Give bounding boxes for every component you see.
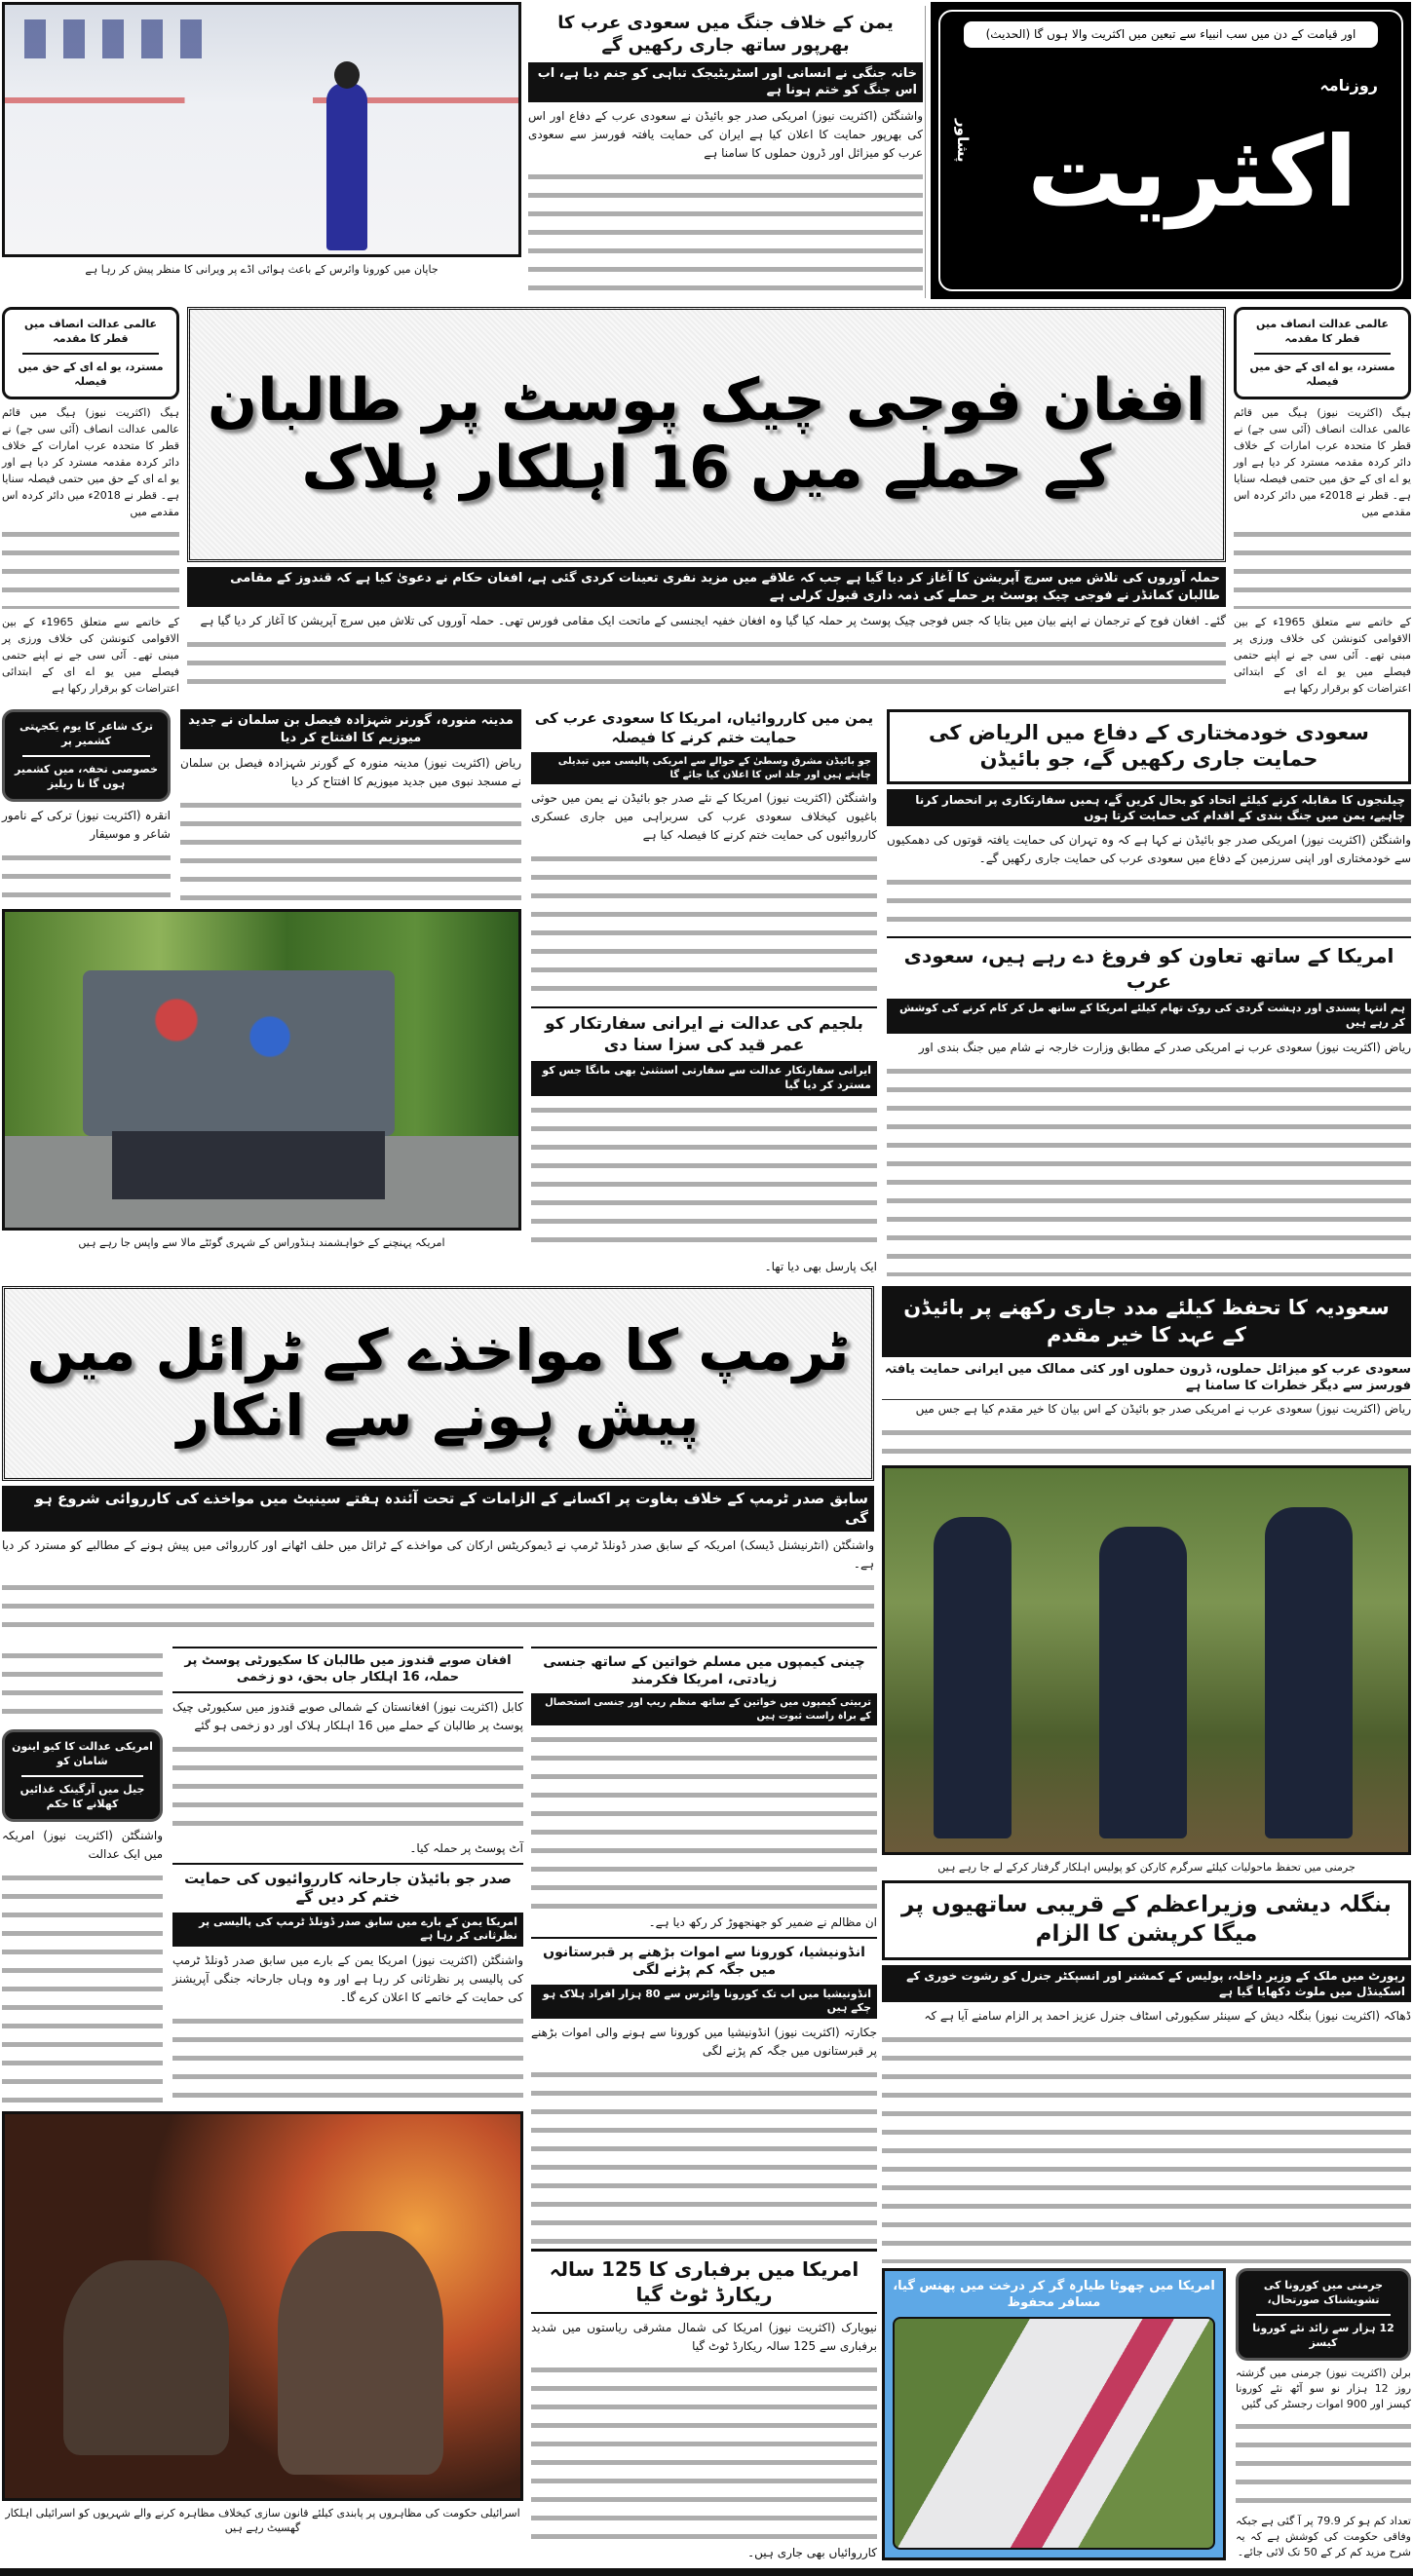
turkey-body: انقرہ (اکثریت نیوز) ترکی کے نامور شاعر و موسیقار [2, 809, 171, 842]
qatar-body-continued [1234, 525, 1411, 609]
yemen-war-story [528, 6, 926, 298]
trump-story [2, 1286, 874, 1639]
snow-body-tail: کارروائیاں بھی جاری ہیں۔ [747, 2546, 877, 2560]
bangladesh-body: ڈھاکہ (اکثریت نیوز) بنگلہ دیش کے سینئر سکیورٹی اسٹاف جنرل عزیز احمد پر الزام سامنے آیا ہے کہ [924, 2009, 1411, 2024]
left-lower-main [172, 1647, 523, 2106]
airport-photo-block [2, 2, 521, 299]
court-body: واشنگٹن (اکثریت نیوز) امریکہ میں ایک عدالت [2, 1829, 163, 1862]
yemen-ops-headline: یمن میں کارروائیاں، امریکا کا سعودی عرب کی حمایت ختم کرنے کا فیصلہ [534, 709, 874, 746]
turkey-body-cont [2, 849, 171, 904]
kunduz-body-cont [172, 1740, 523, 1835]
yemen-ops-subheadline: جو بائیڈن مشرق وسطیٰ کے حوالے سے امریکی پالیسی میں تبدیلی چاہتے ہیں اور جلد اس کا اعلان کیا جائے گا [531, 752, 877, 784]
article-body: واشنگٹن (اکثریت نیوز) امریکی صدر جو بائیڈن نے سعودی عرب کے دفاع اور اس کی بھرپور حمایت کا اعلان کیا ہے ایران کی حمایت یافتہ فورسز سے سعودی عرب کو میزائل اور ڈرون حملوں کا سامنا ہے [528, 108, 923, 160]
madina-headline: مدینہ منورہ، گورنر شہزادہ فیصل بن سلمان نے جدید میوزیم کا افتتاح کر دیا [180, 709, 521, 749]
court-body-cont [2, 1869, 163, 2106]
germany-body-tail: تعداد کم ہو کر 79.9 پر آ گئی ہے جبکہ وفاقی حکومت کی کوشش ہے کہ یہ شرح مزید کم کر کے 50 تک لائی جائے۔ [1236, 2515, 1411, 2558]
trump-body: واشنگٹن (انٹرنیشنل ڈیسک) امریکہ کے سابق صدر ڈونلڈ ٹرمپ نے ڈیموکریٹس ارکان کی مواخذے کے ٹرائل میں حلف اٹھانے اور کارروائی میں پیش ہونے کے مطالبے کو مسترد کر دیا ہے۔ [2, 1537, 874, 1571]
saudi-coop-body: ریاض (اکثریت نیوز) سعودی عرب نے امریکی صدر کے مطابق وزارت خارجہ نے شام میں جنگ بندی اور [918, 1040, 1411, 1054]
biden-yemen-subheadline: امریکا یمن کے بارے میں سابق صدر ڈونلڈ ٹرمپ کی پالیسی پر نظرثانی کر رہا ہے [172, 1913, 523, 1948]
belgium-body [531, 1101, 877, 1253]
saudi-biden-subheadline: چیلنجوں کا مقابلہ کرنے کیلئے اتحاد کو بحال کریں گے، ہمیں سفارتکاری پر انحصار کرنا چاہیے، یمن میں جنگ بندی کے اقدام کی حمایت کرتا ہوں [887, 789, 1411, 826]
court-story [2, 1647, 163, 2106]
box-line-1: عالمی عدالت انصاف میں قطر کا مقدمہ [23, 318, 158, 345]
plane-photo [893, 2317, 1215, 2550]
saudi-right-column [887, 709, 1411, 1276]
saudi-coop-body-cont [887, 1062, 1411, 1276]
box-line-2: مسترد، یو اے ای کے حق میں فیصلہ [1249, 360, 1395, 388]
trump-subheadline: سابق صدر ٹرمپ کے خلاف بغاوت پر اکسانے کے الزامات کے تحت آئندہ ہفتے سینیٹ میں مواخذے کی کارروائی شروع ہو گی [2, 1486, 874, 1532]
qatar-body-tail: کے خاتمے سے متعلق 1965ء کے بین الاقوامی کنونشن کی خلاف ورزی پر مبنی تھے۔ آئی سی جے نے اپنے حتمی فیصلے میں یو اے ای کے ابتدائی اعتراضات کو برقرار رکھا ہے [1234, 616, 1411, 695]
saudia-welcome-body: ریاض (اکثریت نیوز) سعودی عرب نے امریکی صدر جو بائیڈن کے اس بیان کا خیر مقدم کیا ہے جس میں [882, 1399, 1411, 1419]
migrants-truck-photo [2, 909, 521, 1231]
middle-column-upper [531, 709, 877, 1276]
qatar-body: ہیگ (اکثریت نیوز) ہیگ میں قائم عالمی عدالت انصاف (آئی سی جے) نے قطر کا متحدہ عرب امارات کے خلاف دائر کردہ مقدمہ مسترد کر دیا ہے اور یو اے ای کے حق میں حتمی فیصلہ سنایا ہے۔ قطر نے 2018ء میں دائر کردہ اس مقدمے میں [1234, 406, 1411, 519]
page-bottom-border [0, 2568, 1413, 2576]
bangladesh-subheadline: رپورٹ میں ملک کے وزیر داخلہ، پولیس کے کمشنر اور انسپکٹر جنرل کو رشوت خوری کے اسکینڈل میں ملوث دکھایا گیا ہے [882, 1965, 1411, 2002]
indonesia-subheadline: انڈونیشیا میں اب تک کورونا وائرس سے 80 ہزار افراد ہلاک ہو چکے ہیں [531, 1985, 877, 2020]
main-headline: افغان فوجی چیک پوسٹ پر طالبان کے حملے میں 16 اہلکار ہلاک [207, 366, 1206, 502]
kunduz-body: کابل (اکثریت نیوز) افغانستان کے شمالی صوبے قندوز میں سکیورٹی چیک پوسٹ پر طالبان کے حملے میں 16 اہلکار ہلاک اور دو زخمی ہو گئے [172, 1699, 523, 1732]
main-article-body: گئے۔ افغان فوج کے ترجمان نے اپنے بیان میں بتایا کہ جس فوجی چیک پوسٹ پر حملہ کیا گیا وہ افغان خفیہ ایجنسی کے ماتحت ایک مقامی فورس تھی۔ حملہ آوروں کی تلاش میں سرچ آپریشن کا آغاز کر دیا گیا ہے [200, 614, 1226, 628]
germany-body-cont [1236, 2417, 1411, 2509]
bangladesh-body-cont [882, 2030, 1411, 2263]
article-body-continued [528, 168, 923, 298]
saudia-welcome-subheadline: سعودی عرب کو میزائل حملوں، ڈرون حملوں اور کئی ممالک میں ایرانی حمایت یافتہ فورسز سے دیگر خطرات کا سامنا ہے [884, 1361, 1411, 1393]
yemen-ops-body-cont [531, 850, 877, 1002]
turkey-poet-box: ترک شاعر کا یوم یکجہتی کشمیر پر خصوصی تحفہ، میں کشمیر ہوں گا نا ریلیز [2, 709, 171, 802]
germany-body: برلن (اکثریت نیوز) جرمنی میں گزشتہ روز 12 ہزار نو سو آٹھ نئے کورونا کیسز اور 900 اموات رجسٹر کی گئیں [1236, 2367, 1412, 2411]
police-forest-photo [882, 1465, 1411, 1855]
china-camps-body: ان مظالم نے ضمیر کو جھنجھوڑ کر رکھ دیا ہے۔ [648, 1915, 877, 1930]
biden-yemen-body-cont [172, 2012, 523, 2106]
masthead-city: پشاور [954, 119, 972, 163]
indonesia-headline: انڈونیشیا، کورونا سے اموات بڑھنے پر قبرستانوں میں جگہ کم پڑنے لگی [543, 1945, 865, 1979]
saudi-coop-subheadline: ہم انتہا پسندی اور دہشت گردی کی روک تھام کیلئے امریکا کے ساتھ مل کر کام کرنے کی کوشش کر رہے ہیں [887, 999, 1411, 1034]
bangladesh-headline: بنگلہ دیشی وزیراعظم کے قریبی ساتھیوں پر میگا کرپشن کا الزام [882, 1880, 1411, 1960]
belgium-headline: بلجیم کی عدالت نے ایرانی سفارتکار کو عمر قید کی سزا سنا دی [545, 1014, 863, 1056]
saudia-welcome-body-cont [882, 1423, 1411, 1460]
qatar-body: ہیگ (اکثریت نیوز) ہیگ میں قائم عالمی عدالت انصاف (آئی سی جے) نے قطر کا متحدہ عرب امارات کے خلاف دائر کردہ مقدمہ مسترد کر دیا ہے اور یو اے ای کے حق میں حتمی فیصلہ سنایا ہے۔ قطر نے 2018ء میں دائر کردہ اس مقدمے میں [2, 406, 179, 519]
kunduz-headline: افغان صوبے قندوز میں طالبان کا سکیورٹی پوسٹ پر حملہ، 16 اہلکار جاں بحق، دو زخمی [184, 1653, 512, 1685]
biden-yemen-body: واشنگٹن (اکثریت نیوز) امریکا یمن کے بارے میں سابق صدر ڈونلڈ ٹرمپ کی پالیسی پر نظرثانی کر رہا ہے اور وہ وہاں جارحانہ جنگی آپریشنز کی حمایت کے خاتمے کا اعلان کرے گا۔ [172, 1953, 523, 2005]
qatar-story-right [1234, 307, 1411, 697]
israel-protest-photo [2, 2111, 523, 2501]
saudi-biden-headline: سعودی خودمختاری کے دفاع میں الریاض کی حمایت جاری رکھیں گے، جو بائیڈن [887, 709, 1411, 784]
snow-headline: امریکا میں برفباری کا 125 سالہ ریکارڈ ٹوٹ گیا [549, 2257, 859, 2307]
main-article-body-continued [187, 635, 1226, 697]
germany-covid-box: جرمنی میں کورونا کی تشویشناک صورتحال، 12 ہزار سے زائد نئے کورونا کیسز [1236, 2268, 1411, 2361]
biden-yemen-headline: صدر جو بائیڈن جارحانہ کارروائیوں کی حمایت ختم کر دیں گے [184, 1869, 512, 1907]
china-camps-body-cont [531, 1730, 877, 1909]
plane-headline: امریکا میں چھوٹا طیارہ گر کر درخت میں پھنس گیا، مسافر محفوظ [893, 2279, 1215, 2310]
main-headline-box [187, 307, 1226, 562]
madina-story [180, 709, 521, 904]
headline: یمن کے خلاف جنگ میں سعودی عرب کا بھرپور ساتھ جاری رکھیں گے [557, 13, 894, 57]
subheadline: خانہ جنگی نے انسانی اور اسٹریٹیجک تباہی کو جنم دیا ہے، اب اس جنگ کو ختم ہونا ہے [528, 62, 923, 102]
saudi-coop-headline: امریکا کے ساتھ تعاون کو فروغ دے رہے ہیں، سعودی عرب [903, 943, 1394, 993]
plane-crash-box [882, 2268, 1226, 2560]
qatar-body-continued [2, 525, 179, 609]
main-story [187, 307, 1226, 697]
trump-body-cont [2, 1578, 874, 1640]
protest-photo-caption: اسرائیلی حکومت کی مظاہروں پر پابندی کیلئے قانون سازی کیخلاف مظاہرہ کرنے والے شہریوں کو اسرائیلی اہلکار گھسیٹ رہے ہیں [5, 2507, 520, 2535]
saudia-welcome-headline: سعودیہ کا تحفظ کیلئے مدد جاری رکھنے پر بائیڈن کے عہد کا خیر مقدم [882, 1286, 1411, 1357]
right-column-lower [882, 1286, 1411, 2560]
belgium-subheadline: ایرانی سفارتکار عدالت سے سفارتی استثنیٰ بھی مانگا جس کو مسترد کر دیا گیا [531, 1061, 877, 1096]
madina-body-cont [180, 796, 521, 904]
qatar-body-tail: کے خاتمے سے متعلق 1965ء کے بین الاقوامی کنونشن کی خلاف ورزی پر مبنی تھے۔ آئی سی جے نے اپنے حتمی فیصلے میں یو اے ای کے ابتدائی اعتراضات کو برقرار رکھا ہے [2, 616, 179, 695]
trump-headline: ٹرمپ کا مواخذے کے ٹرائل میں پیش ہونے سے انکار [26, 1317, 850, 1449]
indonesia-body-cont [531, 2065, 877, 2244]
masthead [931, 2, 1411, 299]
newspaper-logo: اکثریت [1027, 115, 1357, 229]
indonesia-body: جکارتہ (اکثریت نیوز) انڈونیشیا میں کورونا سے ہونے والی اموات بڑھنے پر قبرستانوں میں جگہ کم پڑنے لگی [531, 2026, 877, 2059]
police-photo-caption: جرمنی میں تحفظ ماحولیات کیلئے سرگرم کارکن کو پولیس اہلکار گرفتار کرکے لے جا رہے ہیں [937, 1861, 1356, 1875]
qatar-story-left [2, 307, 179, 697]
kunduz-body-tail: آٹ پوسٹ پر حملہ کیا۔ [409, 1840, 523, 1855]
main-subheadline: حملہ آوروں کی تلاش میں سرچ آپریشن کا آغاز کر دیا گیا ہے جب کہ علاقے میں مزید نفری تعینات کردی گئی ہے، افغان حکام نے دعویٰ کیا ہے کہ قندوز کے مقامی طالبان کمانڈر نے فوجی چیک پوسٹ پر حملے کی ذمہ داری قبول کرلی ہے [187, 567, 1226, 607]
airport-photo-caption: جاپان میں کورونا وائرس کے باعث ہوائی اڈے پر ویرانی کا منظر پیش کر رہا ہے [85, 263, 439, 276]
left-column-lower [2, 1647, 523, 2562]
truck-photo-caption: امریکہ پہنچنے کے خواہشمند ہنڈوراس کے شہری گوئٹے مالا سے واپس جا رہے ہیں [78, 1236, 445, 1249]
turkey-poet-story [2, 709, 171, 904]
germany-story [1236, 2268, 1411, 2560]
box-line-1: عالمی عدالت انصاف میں قطر کا مقدمہ [1255, 318, 1390, 345]
masthead-motto: اور قیامت کے دن میں سب انبیاء سے تبعین میں اکثریت والا ہوں گا (الحدیث) [964, 21, 1378, 48]
saudi-biden-body: واشنگٹن (اکثریت نیوز) امریکی صدر جو بائیڈن نے کہا ہے کہ وہ تہران کی حمایت یافتہ قوتوں کی دھمکیوں سے خودمختاری اور اپنی سرزمین کے دفاع میں سعودی عرب کی حمایت جاری رکھیں گے۔ [887, 832, 1411, 865]
china-camps-headline: چینی کیمپوں میں مسلم خواتین کے ساتھ جنسی زیادتی، امریکا فکرمند [543, 1654, 865, 1688]
china-camps-subheadline: تربیتی کیمپوں میں خواتین کے ساتھ منظم ریپ اور جنسی استحصال کے براہ راست ثبوت ہیں [531, 1693, 877, 1725]
masthead-prefix: روزنامہ [1319, 76, 1378, 95]
person-figure [326, 83, 367, 250]
box-line-2: مسترد، یو اے ای کے حق میں فیصلہ [18, 360, 164, 388]
airport-photo [2, 2, 521, 257]
belgium-body-tail: ایک پارسل بھی دیا تھا۔ [764, 1260, 877, 1273]
trump-headline-box [2, 1286, 874, 1481]
snow-body: نیویارک (اکثریت نیوز) امریکا کی شمال مشرقی ریاستوں میں شدید برفباری سے 125 سالہ ریکارڈ ٹوٹ گیا [531, 2321, 877, 2354]
court-box: امریکی عدالت کا کیو اینون شامان کو جیل میں آرگینک غذائیں کھلانے کا حکم [2, 1729, 163, 1822]
saudi-biden-body-cont [887, 873, 1411, 931]
madina-body: ریاض (اکثریت نیوز) مدینہ منورہ کے گورنر شہزادہ فیصل بن سلمان نے مسجد نبوی میں جدید میوزیم کا افتتاح کر دیا [180, 756, 521, 789]
trump-body-tail [2, 1647, 163, 1724]
left-column-upper [2, 709, 521, 1276]
snow-body-cont [531, 2361, 877, 2539]
middle-column-lower [531, 1647, 877, 2562]
yemen-ops-body: واشنگٹن (اکثریت نیوز) امریکا کے نئے صدر جو بائیڈن نے یمن میں حوثی باغیوں کیخلاف سعودی عرب کی سربراہی میں جاری عسکری کارروائیوں کی حمایت ختم کرنے کا فیصلہ کیا ہے [531, 791, 877, 842]
